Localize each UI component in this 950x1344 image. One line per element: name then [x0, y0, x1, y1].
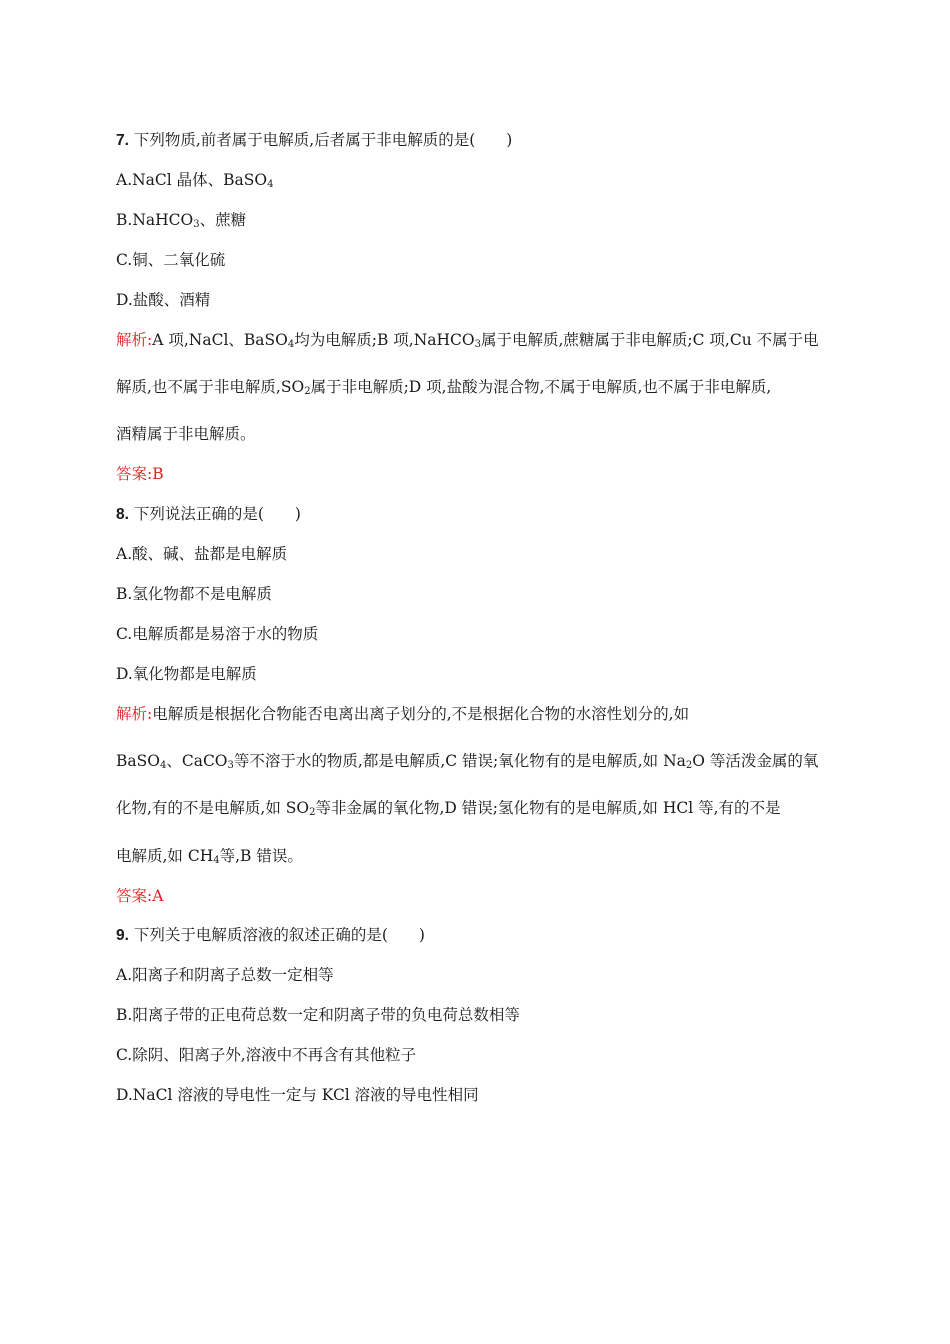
- q7-stem: [116, 130, 512, 151]
- q8-analysis-line-3: 化物,有的不是电解质,如 $SO_2$等非金属的氧化物,D 错误;氢化物有的是电解质,如 HCl 等,有的不是: [116, 799, 781, 818]
- q9-option-d[interactable]: D.NaCl 溶液的导电性一定与 KCl 溶液的导电性相同: [116, 1086, 479, 1104]
- q8-stem: [116, 504, 301, 525]
- q9-option-c[interactable]: C.除阴、阳离子外,溶液中不再含有其他粒子: [116, 1046, 417, 1064]
- q7-analysis-line-1: 解析:A 项,NaCl、BaSO$_4$均为电解质;B 项,NaHCO$_3$属于电解质,蔗糖属于非电解质;C 项,Cu 不属于电: [116, 331, 819, 350]
- q9-stem: [116, 925, 425, 946]
- q8-option-c[interactable]: C.电解质都是易溶于水的物质: [116, 625, 319, 643]
- q8-number: 8.: [116, 506, 129, 523]
- q7-analysis-label: 解析:: [116, 331, 153, 349]
- q7-number: 7.: [116, 132, 129, 149]
- q7-option-c[interactable]: C.铜、二氧化硫: [116, 251, 226, 269]
- q9-option-b[interactable]: B.阳离子带的正电荷总数一定和阴离子带的负电荷总数相等: [116, 1006, 520, 1024]
- q7-analysis-line-2: 解质,也不属于非电解质$,SO_2$属于非电解质;D 项,盐酸为混合物,不属于电解质,也不属于非电解质,: [116, 378, 772, 397]
- q8-analysis-label: 解析:: [116, 705, 153, 723]
- q8-answer: 答案:A: [116, 887, 164, 905]
- q7-analysis-line-3: 酒精属于非电解质。: [116, 425, 256, 443]
- q9-stem-text: 下列关于电解质溶液的叙述正确的是( ): [128, 926, 425, 944]
- q9-option-a[interactable]: A.阳离子和阴离子总数一定相等: [116, 966, 334, 984]
- q7-option-b[interactable]: B.NaHCO$_3$、蔗糖: [116, 211, 247, 230]
- q8-analysis-line-2: BaSO$_4$、CaCO$_3$等不溶于水的物质,都是电解质,C 错误;氧化物有的是电解质,如 $Na_2O$ 等活泼金属的氧: [116, 752, 819, 771]
- q7-option-d[interactable]: D.盐酸、酒精: [116, 291, 211, 309]
- q7-answer: 答案:B: [116, 465, 164, 483]
- q8-option-d[interactable]: D.氧化物都是电解质: [116, 665, 257, 683]
- q8-stem-text: 下列说法正确的是( ): [128, 505, 301, 523]
- q7-option-a[interactable]: A.NaCl 晶体、BaSO$_4$: [116, 171, 274, 190]
- q8-option-b[interactable]: B.氢化物都不是电解质: [116, 585, 272, 603]
- q8-option-a[interactable]: A.酸、碱、盐都是电解质: [116, 545, 288, 563]
- q8-analysis-line-1: 解析:电解质是根据化合物能否电离出离子划分的,不是根据化合物的水溶性划分的,如: [116, 705, 690, 723]
- q9-number: 9.: [116, 927, 129, 944]
- q7-stem-text: 下列物质,前者属于电解质,后者属于非电解质的是( ): [128, 131, 513, 149]
- q8-analysis-line-4: 电解质,如 $CH_4$等,B 错误。: [116, 847, 303, 866]
